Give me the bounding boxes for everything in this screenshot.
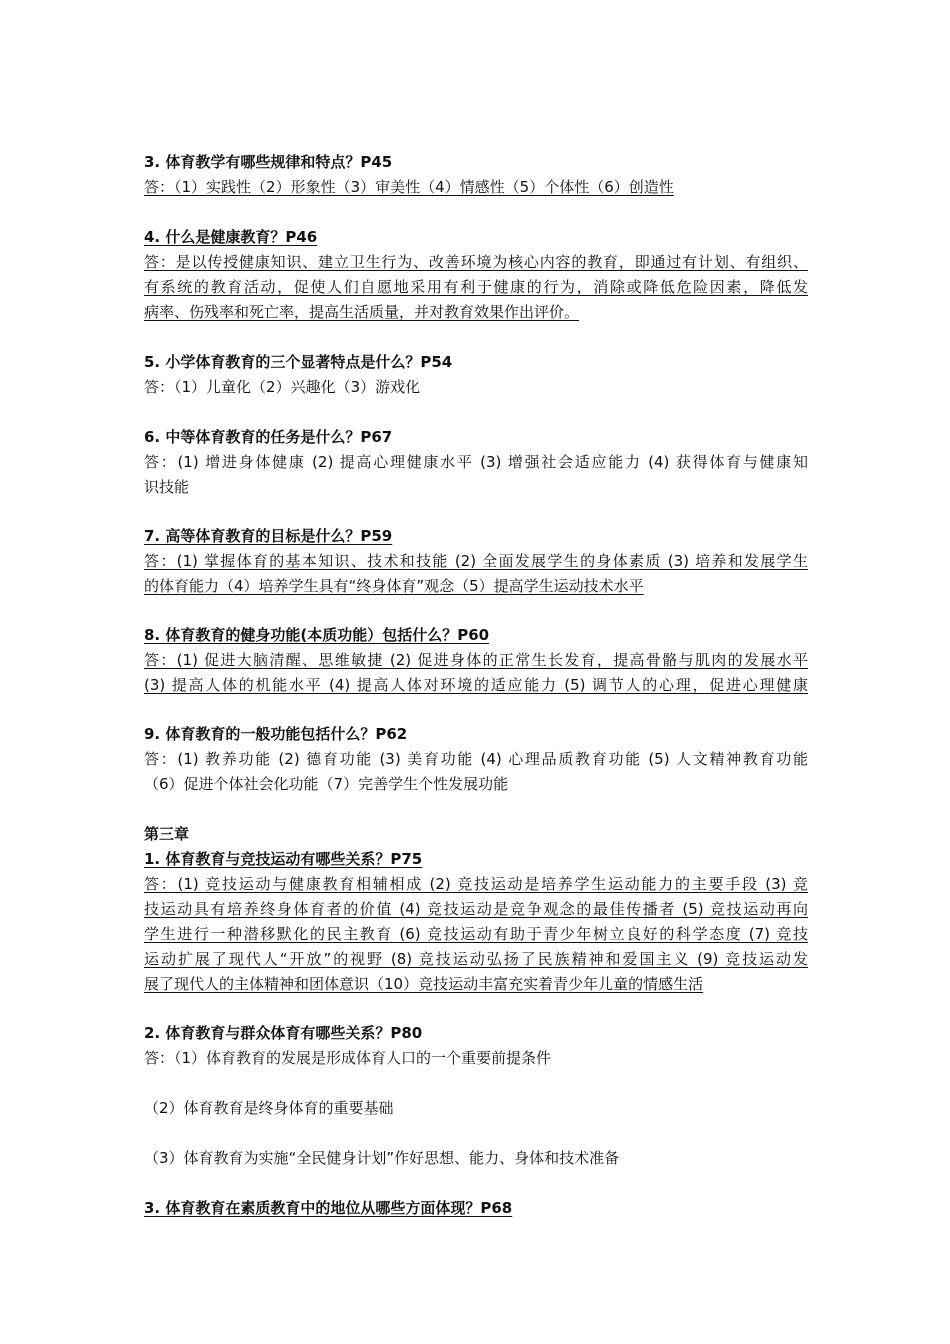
question-3-block (144, 150, 808, 200)
chapter-3-question-2-point-3 (144, 1146, 808, 1171)
question-4-answer-line-3: 病率、伤残率和死亡率，提高生活质量，并对教育效果作出评价。 (144, 303, 580, 321)
question-5-block (144, 350, 808, 400)
question-8-block (144, 623, 808, 698)
chapter-3-question-1-answer-line-2: 技运动具有培养终身体育者的价值 (4) 竞技运动是竞争观念的最佳传播者 (5) 竞技运动再向 (144, 900, 808, 918)
chapter-3-question-2-block (144, 1021, 808, 1071)
chapter-3-question-3-block (144, 1196, 808, 1221)
chapter-3-question-1-answer-line-4: 运动扩展了现代人“开放”的视野 (8) 竞技运动弘扬了民族精神和爱国主义 (9) 竞技运动发 (144, 950, 808, 968)
chapter-3-question-1-answer-line-5: 展了现代人的主体精神和团体意识（10）竞技运动丰富充实着青少年儿童的情感生活 (144, 975, 704, 993)
question-4-answer-line-2: 有系统的教育活动，促使人们自愿地采用有利于健康的行为，消除或降低危险因素，降低发 (144, 278, 808, 296)
question-6-answer-line-2: 识技能 (144, 478, 190, 496)
question-3-answer-line-1: 答：（1）实践性（2）形象性（3）审美性（4）情感性（5）个体性（6）创造性 (144, 178, 674, 196)
chapter-3-block (144, 822, 808, 997)
chapter-3-question-1-title: 1. 体育教育与竞技运动有哪些关系？P75 (144, 850, 423, 868)
question-4-title: 4. 什么是健康教育？P46 (144, 228, 318, 246)
chapter-3-question-1-answer-line-1: 答：(1) 竞技运动与健康教育相辅相成 (2) 竞技运动是培养学生运动能力的主要手段 (3) 竞 (144, 875, 808, 893)
chapter-3-question-2-title: 2. 体育教育与群众体育有哪些关系？P80 (144, 1024, 423, 1042)
question-9-title: 9. 体育教育的一般功能包括什么？P62 (144, 725, 408, 743)
question-4-answer-line-1: 答：是以传授健康知识、建立卫生行为、改善环境为核心内容的教育，即通过有计划、有组织、 (144, 253, 808, 271)
question-9-answer-line-1: 答：(1) 教养功能 (2) 德育功能 (3) 美育功能 (4) 心理品质教育功能 (5) 人文精神教育功能 (144, 750, 808, 768)
question-4-block (144, 225, 808, 325)
chapter-3-heading: 第三章 (144, 825, 190, 843)
question-8-answer-line-1: 答：(1) 促进大脑清醒、思维敏捷 (2) 促进身体的正常生长发育，提高骨骼与肌肉的发展水平 (144, 651, 808, 669)
chapter-3-question-2-answer-line-3: （3）体育教育为实施“全民健身计划”作好思想、能力、身体和技术准备 (144, 1149, 620, 1167)
question-5-title: 5. 小学体育教育的三个显著特点是什么？P54 (144, 353, 453, 371)
question-7-title: 7. 高等体育教育的目标是什么？P59 (144, 527, 393, 545)
question-8-answer-line-2: (3) 提高人体的机能水平 (4) 提高人体对环境的适应能力 (5) 调节人的心理，促进心理健康 (144, 676, 808, 694)
question-7-answer-line-1: 答：(1) 掌握体育的基本知识、技术和技能 (2) 全面发展学生的身体素质 (3) 培养和发展学生 (144, 552, 808, 570)
chapter-3-question-2-answer-line-2: （2）体育教育是终身体育的重要基础 (144, 1099, 394, 1117)
question-9-block (144, 722, 808, 797)
question-6-title: 6. 中等体育教育的任务是什么？P67 (144, 428, 393, 446)
question-6-block (144, 425, 808, 500)
question-5-answer-line-1: 答：（1）儿童化（2）兴趣化（3）游戏化 (144, 378, 421, 396)
chapter-3-question-3-title: 3. 体育教育在素质教育中的地位从哪些方面体现？P68 (144, 1199, 513, 1217)
question-6-answer-line-1: 答：(1) 增进身体健康 (2) 提高心理健康水平 (3) 增强社会适应能力 (4) 获得体育与健康知 (144, 453, 808, 471)
question-7-block (144, 524, 808, 599)
chapter-3-question-1-answer-line-3: 学生进行一种潜移默化的民主教育 (6) 竞技运动有助于青少年树立良好的科学态度 (7) 竞技 (144, 925, 808, 943)
question-8-title: 8. 体育教育的健身功能(本质功能）包括什么？P60 (144, 626, 490, 644)
question-9-answer-line-2: （6）促进个体社会化功能（7）完善学生个性发展功能 (144, 775, 509, 793)
chapter-3-question-2-answer-line-1: 答：（1）体育教育的发展是形成体育人口的一个重要前提条件 (144, 1049, 552, 1067)
question-7-answer-line-2: 的体育能力（4）培养学生具有“终身体育”观念（5）提高学生运动技术水平 (144, 577, 644, 595)
question-3-title: 3. 体育教学有哪些规律和特点？P45 (144, 153, 393, 171)
chapter-3-question-2-point-2 (144, 1096, 808, 1121)
